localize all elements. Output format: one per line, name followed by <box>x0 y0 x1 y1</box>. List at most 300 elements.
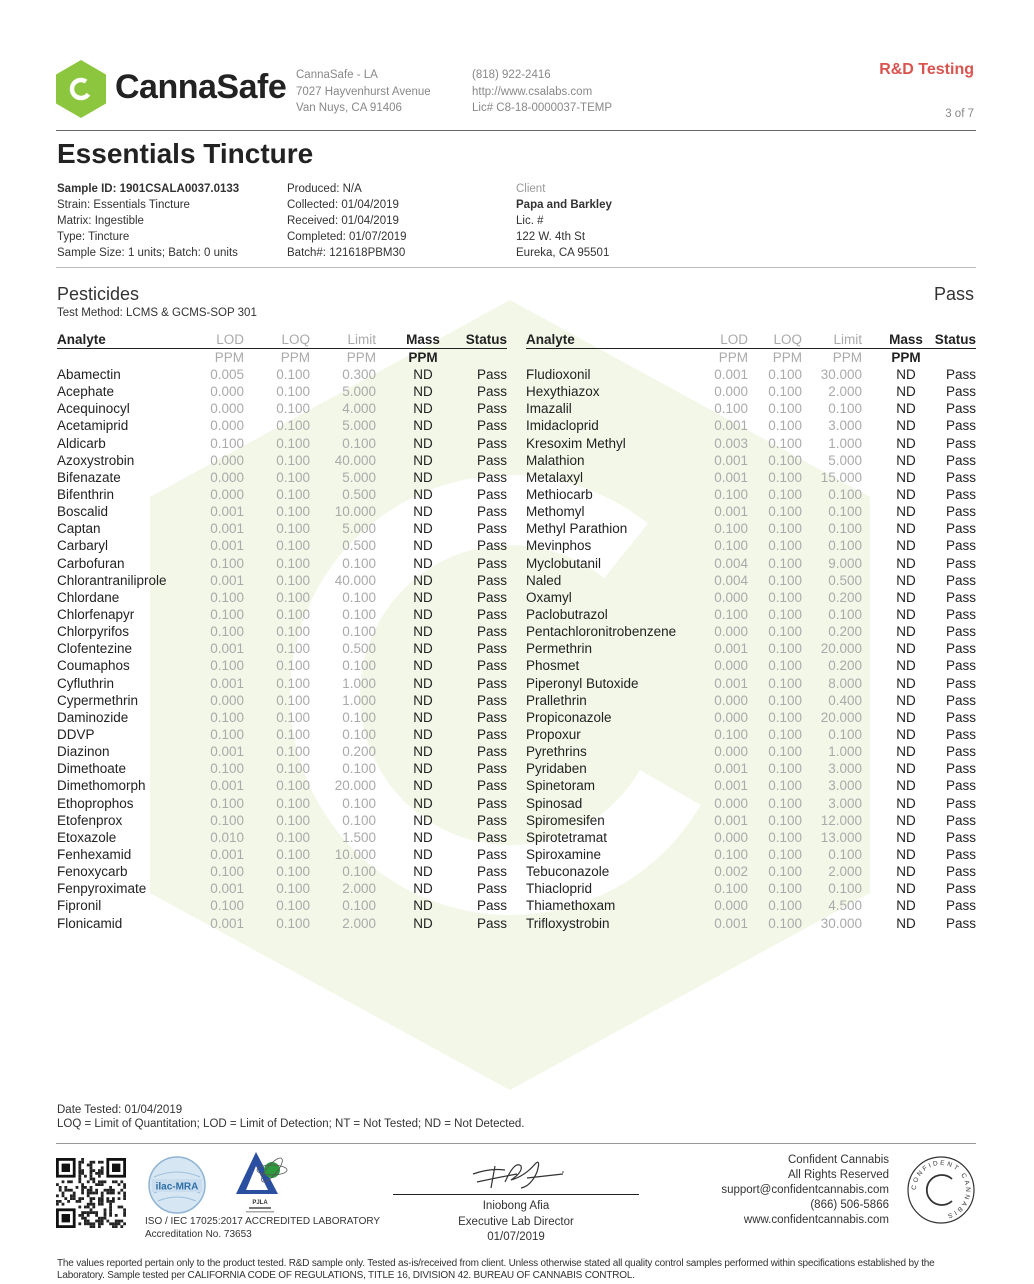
status-value: Pass <box>476 709 507 725</box>
header-loq: LOQ <box>773 332 802 347</box>
limit-value: 1.000 <box>342 692 376 708</box>
status-value: Pass <box>945 761 976 777</box>
status-value: Pass <box>945 367 976 382</box>
lod-value: 0.005 <box>210 367 244 382</box>
status-value: Pass <box>476 401 507 417</box>
header-lod: LOD <box>216 332 244 347</box>
cc-email[interactable]: support@confidentcannabis.com <box>721 1184 889 1196</box>
mass-value: ND <box>896 401 916 417</box>
loq-value: 0.100 <box>276 384 310 400</box>
loq-value: 0.100 <box>276 864 310 880</box>
cc-phone: (866) 506-5866 <box>810 1199 889 1211</box>
limit-value: 0.500 <box>342 641 376 657</box>
mass-value: ND <box>413 675 433 691</box>
loq-value: 0.100 <box>276 367 310 382</box>
loq-value: 0.100 <box>276 418 310 434</box>
status-value: Pass <box>945 709 976 725</box>
loq-value: 0.100 <box>276 761 310 777</box>
loq-value: 0.100 <box>768 829 802 845</box>
lod-value: 0.000 <box>714 384 748 400</box>
loq-value: 0.100 <box>768 555 802 571</box>
limit-value: 1.500 <box>342 829 376 845</box>
status-value: Pass <box>945 675 976 691</box>
status-value: Pass <box>476 675 507 691</box>
limit-value: 0.200 <box>828 658 862 674</box>
mass-value: ND <box>896 538 916 554</box>
status-value: Pass <box>476 812 507 828</box>
status-value: Pass <box>945 555 976 571</box>
lod-value: 0.001 <box>210 538 244 554</box>
mass-value: ND <box>413 812 433 828</box>
lod-value: 0.001 <box>210 572 244 588</box>
lod-value: 0.100 <box>210 812 244 828</box>
status-value: Pass <box>945 795 976 811</box>
loq-value: 0.100 <box>768 795 802 811</box>
analyte-name: Diazinon <box>57 744 110 760</box>
table-row <box>57 469 507 486</box>
lod-value: 0.100 <box>210 624 244 640</box>
status-value: Pass <box>945 469 976 485</box>
limit-value: 0.100 <box>342 795 376 811</box>
lod-value: 0.001 <box>714 675 748 691</box>
lod-value: 0.100 <box>210 658 244 674</box>
analyte-name: DDVP <box>57 726 95 742</box>
analyte-name: Malathion <box>526 452 585 468</box>
status-value: Pass <box>945 418 976 434</box>
table-row <box>526 795 976 812</box>
analyte-name: Acequinocyl <box>57 401 130 417</box>
table-row <box>57 692 507 709</box>
lod-value: 0.000 <box>210 418 244 434</box>
signer-title: Executive Lab Director <box>458 1215 574 1228</box>
lod-value: 0.010 <box>210 829 244 845</box>
analyte-name: Dimethomorph <box>57 778 146 794</box>
limit-value: 0.100 <box>342 624 376 640</box>
header-mass: Mass <box>406 332 440 347</box>
batch-number: Batch#: 121618PBM30 <box>287 247 406 259</box>
mass-value: ND <box>413 384 433 400</box>
status-value: Pass <box>945 384 976 400</box>
mass-value: ND <box>896 452 916 468</box>
limit-value: 30.000 <box>820 367 862 382</box>
analyte-name: Propoxur <box>526 726 581 742</box>
analyte-name: Thiacloprid <box>526 881 593 897</box>
loq-value: 0.100 <box>768 846 802 862</box>
analyte-name: Captan <box>57 521 101 537</box>
status-value: Pass <box>945 881 976 897</box>
mass-value: ND <box>413 486 433 502</box>
analyte-name: Fipronil <box>57 898 102 914</box>
loq-value: 0.100 <box>276 624 310 640</box>
limit-value: 0.100 <box>342 898 376 914</box>
table-header <box>57 331 507 349</box>
loq-value: 0.100 <box>276 555 310 571</box>
analyte-name: Chlorantraniliprole <box>57 572 167 588</box>
loq-value: 0.100 <box>276 812 310 828</box>
table-row <box>57 606 507 623</box>
lod-value: 0.001 <box>210 915 244 931</box>
table-row <box>526 503 976 520</box>
mass-value: ND <box>413 692 433 708</box>
status-value: Pass <box>945 692 976 708</box>
analyte-name: Cyfluthrin <box>57 675 115 691</box>
loq-value: 0.100 <box>276 846 310 862</box>
confident-cannabis-seal-icon <box>906 1155 976 1225</box>
table-row <box>526 417 976 434</box>
unit-loq: PPM <box>280 350 310 365</box>
lod-value: 0.000 <box>210 401 244 417</box>
sample-type: Type: Tincture <box>57 231 130 243</box>
analyte-name: Trifloxystrobin <box>526 915 610 931</box>
limit-value: 30.000 <box>820 915 862 931</box>
mass-value: ND <box>896 367 916 382</box>
lab-address-line: CannaSafe - LA <box>296 69 378 81</box>
info-divider <box>56 267 976 268</box>
status-value: Pass <box>476 435 507 451</box>
table-row <box>57 829 507 846</box>
table-row <box>526 400 976 417</box>
table-row <box>526 675 976 692</box>
table-row <box>526 657 976 674</box>
table-row <box>526 606 976 623</box>
loq-value: 0.100 <box>276 469 310 485</box>
loq-value: 0.100 <box>276 675 310 691</box>
lod-value: 0.001 <box>714 915 748 931</box>
table-row <box>57 555 507 572</box>
limit-value: 40.000 <box>334 572 376 588</box>
status-value: Pass <box>476 469 507 485</box>
svg-text:CONFIDENT CANNABIS <box>911 1160 971 1220</box>
lod-value: 0.000 <box>714 898 748 914</box>
loq-value: 0.100 <box>276 606 310 622</box>
mass-value: ND <box>896 658 916 674</box>
abbreviation-legend: LOQ = Limit of Quantitation; LOD = Limit of Detection; NT = Not Tested; ND = Not Detected. <box>57 1117 525 1130</box>
lod-value: 0.001 <box>714 641 748 657</box>
analyte-name: Methiocarb <box>526 486 593 502</box>
table-row <box>57 675 507 692</box>
header-loq: LOQ <box>281 332 310 347</box>
loq-value: 0.100 <box>768 898 802 914</box>
analyte-name: Mevinphos <box>526 538 592 554</box>
analyte-name: Pentachloronitrobenzene <box>526 624 677 640</box>
analyte-name: Daminozide <box>57 709 129 725</box>
mass-value: ND <box>896 726 916 742</box>
loq-value: 0.100 <box>276 726 310 742</box>
analyte-name: Ethoprophos <box>57 795 134 811</box>
limit-value: 0.100 <box>828 486 862 502</box>
loq-value: 0.100 <box>768 641 802 657</box>
table-row <box>526 537 976 554</box>
table-row <box>526 555 976 572</box>
produced-date: Produced: N/A <box>287 183 362 195</box>
confident-cannabis-info <box>721 1153 889 1228</box>
limit-value: 15.000 <box>820 469 862 485</box>
mass-value: ND <box>896 778 916 794</box>
loq-value: 0.100 <box>768 692 802 708</box>
qr-code-icon[interactable] <box>56 1158 126 1228</box>
analyte-name: Spinosad <box>526 795 583 811</box>
status-value: Pass <box>945 641 976 657</box>
client-street: 122 W. 4th St <box>516 231 586 243</box>
table-row <box>57 520 507 537</box>
loq-value: 0.100 <box>276 778 310 794</box>
table-row <box>57 915 507 932</box>
table-row <box>57 640 507 657</box>
limit-value: 3.000 <box>828 795 862 811</box>
loq-value: 0.100 <box>276 709 310 725</box>
lod-value: 0.004 <box>714 572 748 588</box>
limit-value: 10.000 <box>334 504 376 520</box>
mass-value: ND <box>413 452 433 468</box>
lod-value: 0.001 <box>210 881 244 897</box>
analyte-name: Spiroxamine <box>526 846 602 862</box>
completed-date: Completed: 01/07/2019 <box>287 231 407 243</box>
header-limit: Limit <box>347 332 376 347</box>
lod-value: 0.000 <box>714 829 748 845</box>
footer-notes <box>57 1104 524 1131</box>
lod-value: 0.100 <box>210 589 244 605</box>
table-row <box>57 657 507 674</box>
status-value: Pass <box>945 504 976 520</box>
analyte-name: Permethrin <box>526 641 593 657</box>
limit-value: 4.000 <box>342 401 376 417</box>
mass-value: ND <box>896 469 916 485</box>
lod-value: 0.100 <box>210 606 244 622</box>
loq-value: 0.100 <box>276 435 310 451</box>
lod-value: 0.100 <box>210 435 244 451</box>
table-row <box>57 846 507 863</box>
section-status: Pass <box>933 284 974 304</box>
loq-value: 0.100 <box>768 504 802 520</box>
analyte-name: Phosmet <box>526 658 580 674</box>
mass-value: ND <box>896 864 916 880</box>
table-row <box>526 846 976 863</box>
status-value: Pass <box>945 521 976 537</box>
analyte-name: Myclobutanil <box>526 555 602 571</box>
limit-value: 2.000 <box>828 864 862 880</box>
footer-divider <box>56 1143 976 1144</box>
analyte-name: Oxamyl <box>526 589 572 605</box>
loq-value: 0.100 <box>768 367 802 382</box>
table-row <box>57 777 507 794</box>
limit-value: 3.000 <box>828 761 862 777</box>
mass-value: ND <box>413 726 433 742</box>
limit-value: 10.000 <box>334 846 376 862</box>
table-row <box>57 452 507 469</box>
lab-website[interactable]: http://www.csalabs.com <box>472 85 593 98</box>
table-header <box>526 331 976 349</box>
mass-value: ND <box>413 641 433 657</box>
lod-value: 0.001 <box>210 744 244 760</box>
cc-website[interactable]: www.confidentcannabis.com <box>743 1214 889 1226</box>
analyte-name: Azoxystrobin <box>57 452 135 468</box>
mass-value: ND <box>896 829 916 845</box>
status-value: Pass <box>476 624 507 640</box>
lod-value: 0.100 <box>714 401 748 417</box>
table-units <box>57 349 507 366</box>
unit-mass: PPM <box>408 350 438 365</box>
status-value: Pass <box>476 384 507 400</box>
lod-value: 0.001 <box>210 778 244 794</box>
status-value: Pass <box>945 744 976 760</box>
lod-value: 0.004 <box>714 555 748 571</box>
mass-value: ND <box>413 504 433 520</box>
mass-value: ND <box>896 589 916 605</box>
status-value: Pass <box>476 881 507 897</box>
limit-value: 0.200 <box>828 589 862 605</box>
status-value: Pass <box>945 846 976 862</box>
table-row <box>526 623 976 640</box>
table-row <box>526 915 976 932</box>
lod-value: 0.001 <box>714 469 748 485</box>
status-value: Pass <box>476 846 507 862</box>
status-value: Pass <box>476 915 507 931</box>
loq-value: 0.100 <box>276 915 310 931</box>
loq-value: 0.100 <box>768 726 802 742</box>
lod-value: 0.001 <box>714 452 748 468</box>
mass-value: ND <box>413 435 433 451</box>
table-row <box>526 812 976 829</box>
header-analyte: Analyte <box>526 332 575 347</box>
mass-value: ND <box>896 846 916 862</box>
loq-value: 0.100 <box>276 795 310 811</box>
table-row <box>526 777 976 794</box>
table-row <box>526 572 976 589</box>
table-row <box>57 589 507 606</box>
cc-rights: All Rights Reserved <box>788 1169 889 1181</box>
limit-value: 13.000 <box>820 829 862 845</box>
status-value: Pass <box>476 898 507 914</box>
lod-value: 0.100 <box>210 795 244 811</box>
mass-value: ND <box>413 898 433 914</box>
table-row <box>57 897 507 914</box>
lod-value: 0.001 <box>714 418 748 434</box>
analyte-name: Hexythiazox <box>526 384 600 400</box>
loq-value: 0.100 <box>276 486 310 502</box>
lod-value: 0.100 <box>714 881 748 897</box>
mass-value: ND <box>413 538 433 554</box>
signer-block <box>393 1199 639 1246</box>
analyte-name: Piperonyl Butoxide <box>526 675 639 691</box>
analyte-name: Chlorpyrifos <box>57 624 130 640</box>
limit-value: 0.100 <box>342 761 376 777</box>
loq-value: 0.100 <box>276 589 310 605</box>
status-value: Pass <box>476 692 507 708</box>
lod-value: 0.100 <box>210 726 244 742</box>
table-row <box>57 726 507 743</box>
status-value: Pass <box>476 795 507 811</box>
loq-value: 0.100 <box>276 658 310 674</box>
table-row <box>57 623 507 640</box>
signer-name: Iniobong Afia <box>482 1200 550 1212</box>
analyte-name: Pyrethrins <box>526 744 587 760</box>
lod-value: 0.001 <box>714 812 748 828</box>
status-value: Pass <box>476 486 507 502</box>
lod-value: 0.000 <box>714 692 748 708</box>
lod-value: 0.100 <box>210 761 244 777</box>
limit-value: 12.000 <box>820 812 862 828</box>
table-row <box>57 400 507 417</box>
mass-value: ND <box>413 572 433 588</box>
limit-value: 20.000 <box>334 778 376 794</box>
mass-value: ND <box>896 795 916 811</box>
limit-value: 40.000 <box>334 452 376 468</box>
analyte-name: Metalaxyl <box>526 469 584 485</box>
analyte-name: Paclobutrazol <box>526 606 608 622</box>
analyte-name: Fenhexamid <box>57 846 132 862</box>
analyte-name: Coumaphos <box>57 658 130 674</box>
status-value: Pass <box>945 401 976 417</box>
client-name: Papa and Barkley <box>516 199 612 211</box>
limit-value: 1.000 <box>342 675 376 691</box>
limit-value: 0.300 <box>342 367 376 382</box>
limit-value: 3.000 <box>828 778 862 794</box>
lab-contact <box>472 67 612 117</box>
collected-date: Collected: 01/04/2019 <box>287 199 399 211</box>
limit-value: 0.100 <box>828 606 862 622</box>
analyte-name: Flonicamid <box>57 915 123 931</box>
mass-value: ND <box>896 435 916 451</box>
mass-value: ND <box>413 469 433 485</box>
analyte-name: Tebuconazole <box>526 864 610 880</box>
signature-image <box>465 1152 575 1194</box>
loq-value: 0.100 <box>768 864 802 880</box>
table-row <box>526 435 976 452</box>
mass-value: ND <box>896 555 916 571</box>
limit-value: 0.200 <box>828 624 862 640</box>
rd-testing-badge: R&D Testing <box>879 61 974 78</box>
mass-value: ND <box>896 418 916 434</box>
status-value: Pass <box>945 726 976 742</box>
mass-value: ND <box>896 572 916 588</box>
unit-mass: PPM <box>891 350 921 365</box>
table-units <box>526 349 976 366</box>
table-row <box>526 743 976 760</box>
status-value: Pass <box>476 606 507 622</box>
status-value: Pass <box>945 812 976 828</box>
status-value: Pass <box>476 641 507 657</box>
analyte-name: Propiconazole <box>526 709 612 725</box>
status-value: Pass <box>945 452 976 468</box>
unit-lod: PPM <box>214 350 244 365</box>
header-divider <box>56 130 976 131</box>
loq-value: 0.100 <box>276 829 310 845</box>
lab-address <box>296 67 431 117</box>
analyte-name: Spinetoram <box>526 778 596 794</box>
table-row <box>526 469 976 486</box>
limit-value: 0.500 <box>342 486 376 502</box>
lod-value: 0.001 <box>210 521 244 537</box>
table-row <box>526 692 976 709</box>
analyte-name: Spirotetramat <box>526 829 608 845</box>
lod-value: 0.001 <box>714 778 748 794</box>
limit-value: 5.000 <box>828 452 862 468</box>
limit-value: 0.100 <box>828 504 862 520</box>
limit-value: 20.000 <box>820 641 862 657</box>
table-row <box>526 486 976 503</box>
analyte-name: Dimethoate <box>57 761 127 777</box>
cannasafe-logo-icon <box>56 60 106 118</box>
cc-company: Confident Cannabis <box>787 1154 889 1166</box>
loq-value: 0.100 <box>768 744 802 760</box>
table-row <box>526 726 976 743</box>
table-row <box>526 383 976 400</box>
header-mass: Mass <box>889 332 923 347</box>
lod-value: 0.001 <box>210 641 244 657</box>
loq-value: 0.100 <box>276 401 310 417</box>
lod-value: 0.000 <box>714 709 748 725</box>
mass-value: ND <box>896 521 916 537</box>
